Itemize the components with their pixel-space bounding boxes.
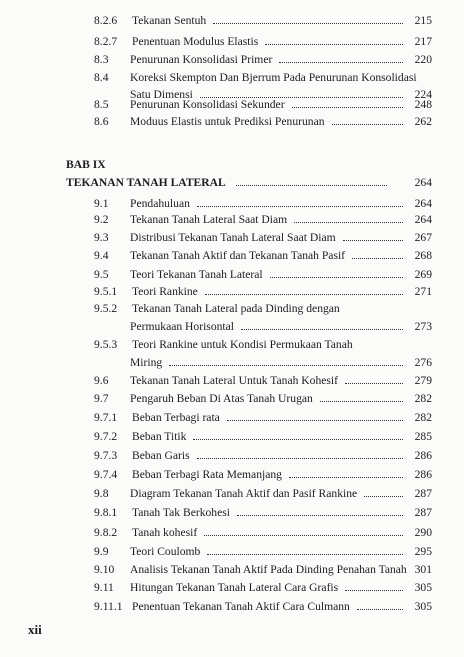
- page-number: 276: [414, 356, 432, 369]
- toc-entry: [0, 285, 464, 299]
- page-number: 264: [414, 213, 432, 226]
- section-title-continued: Miring: [130, 356, 163, 369]
- section-title: Tekanan Tanah Lateral Untuk Tanah Kohesif: [130, 374, 339, 387]
- dot-leader: [237, 506, 403, 516]
- section-number: 9.7.1: [94, 411, 118, 424]
- section-title: Beban Terbagi rata: [132, 411, 220, 424]
- section-number: 9.7: [94, 392, 109, 405]
- dot-leader: [207, 545, 403, 555]
- chapter-heading: BAB IX: [66, 158, 106, 171]
- section-title: Teori Rankine: [132, 285, 198, 298]
- toc-entry: [0, 506, 464, 520]
- section-number: 9.4: [94, 249, 109, 262]
- section-number: 9.10: [94, 563, 115, 576]
- section-title: Tekanan Sentuh: [132, 14, 207, 27]
- page-number: 262: [414, 115, 432, 128]
- dot-leader: [200, 88, 403, 98]
- section-title: Penentuan Tekanan Tanah Aktif Cara Culmann: [132, 600, 350, 613]
- section-title: Teori Rankine untuk Kondisi Permukaan Tanah: [132, 338, 353, 351]
- toc-entry: [0, 302, 464, 333]
- section-number: 8.6: [94, 115, 109, 128]
- toc-entry: [0, 197, 464, 211]
- dot-leader: [169, 356, 403, 366]
- toc-entry: [0, 115, 464, 129]
- toc-entry: [0, 268, 464, 282]
- toc-entry: [0, 35, 464, 49]
- dot-leader: [320, 392, 403, 402]
- section-number: 9.8.2: [94, 526, 118, 539]
- section-number: 9.5: [94, 268, 109, 281]
- page-number: 290: [414, 526, 432, 539]
- page-number: 273: [414, 320, 432, 333]
- section-number: 9.7.4: [94, 468, 118, 481]
- section-title: Tekanan Tanah Aktif dan Tekanan Tanah Pasif: [130, 249, 346, 262]
- dot-leader: [213, 14, 403, 24]
- dot-leader: [236, 176, 387, 186]
- toc-entry: [0, 71, 464, 101]
- page-number: 269: [414, 268, 432, 281]
- toc-entry: [0, 249, 464, 263]
- toc-entry: [0, 213, 464, 227]
- page-number: 279: [414, 374, 432, 387]
- section-number: 9.8: [94, 487, 109, 500]
- section-title: Diagram Tekanan Tanah Aktif dan Pasif Rankine: [130, 487, 358, 500]
- dot-leader: [357, 600, 403, 610]
- dot-leader: [345, 374, 403, 384]
- toc-entry: [0, 430, 464, 444]
- section-number: 8.2.7: [94, 35, 118, 48]
- page-number: 282: [414, 392, 432, 405]
- toc-entry: [0, 374, 464, 388]
- dot-leader: [292, 98, 403, 108]
- toc-entry: [0, 14, 464, 28]
- section-title-continued: Satu Dimensi: [130, 88, 193, 101]
- dot-leader: [193, 430, 403, 440]
- page-number-footer: xii: [28, 622, 42, 637]
- section-number: 9.5.2: [94, 302, 118, 315]
- section-number: 9.6: [94, 374, 109, 387]
- section-title: Tekanan Tanah Lateral Saat Diam: [130, 213, 288, 226]
- page-number: 220: [414, 53, 432, 66]
- section-title: Teori Tekanan Tanah Lateral: [130, 268, 263, 281]
- dot-leader: [241, 320, 403, 330]
- page-number: 215: [414, 14, 432, 27]
- toc-entry: [0, 338, 464, 369]
- page-number: 267: [414, 231, 432, 244]
- dot-leader: [345, 581, 403, 591]
- section-number: 8.3: [94, 53, 109, 66]
- section-title: Distribusi Tekanan Tanah Lateral Saat Diam: [130, 231, 336, 244]
- toc-heading: [0, 158, 464, 172]
- page-number: 286: [414, 449, 432, 462]
- section-number: 9.5.3: [94, 338, 118, 351]
- section-number: 9.5.1: [94, 285, 118, 298]
- section-number: 9.9: [94, 545, 109, 558]
- section-title: Moduus Elastis untuk Prediksi Penurunan: [130, 115, 325, 128]
- toc-entry: [0, 526, 464, 540]
- page-number: 287: [414, 487, 432, 500]
- section-number: 9.7.2: [94, 430, 118, 443]
- section-title: Tanah Tak Berkohesi: [132, 506, 230, 519]
- page-number: 287: [414, 506, 432, 519]
- section-title-continued: Permukaan Horisontal: [130, 320, 234, 333]
- page-number: 305: [414, 600, 432, 613]
- toc-entry: [0, 468, 464, 482]
- section-title: Tanah kohesif: [132, 526, 198, 539]
- page-number: 286: [414, 468, 432, 481]
- section-title: Hitungan Tekanan Tanah Lateral Cara Grafis: [130, 581, 339, 594]
- section-title: Pendahuluan: [130, 197, 190, 210]
- section-title: Penurunan Konsolidasi Sekunder: [130, 98, 285, 111]
- page-number: 217: [414, 35, 432, 48]
- toc-entry: [0, 53, 464, 67]
- section-number: 9.3: [94, 231, 109, 244]
- page-number: 285: [414, 430, 432, 443]
- page-number: 301: [414, 563, 432, 576]
- section-number: 8.2.6: [94, 14, 118, 27]
- section-title: Teori Coulomb: [130, 545, 201, 558]
- dot-leader: [197, 449, 403, 459]
- toc-entry: [0, 487, 464, 501]
- toc-entry: [0, 449, 464, 463]
- page-number: 264: [414, 197, 432, 210]
- dot-leader: [343, 231, 403, 241]
- page-number: 305: [414, 581, 432, 594]
- dot-leader: [279, 53, 403, 63]
- section-title: Penentuan Modulus Elastis: [132, 35, 259, 48]
- section-title: Koreksi Skempton Dan Bjerrum Pada Penurunan Konsolidasi: [130, 71, 417, 84]
- dot-leader: [294, 213, 403, 223]
- section-title: Analisis Tekanan Tanah Aktif Pada Dinding Penahan Tanah: [130, 563, 407, 576]
- section-number: 9.2: [94, 213, 109, 226]
- dot-leader: [205, 285, 403, 295]
- page-number: 264: [414, 176, 432, 189]
- section-number: 9.1: [94, 197, 109, 210]
- section-title: Beban Titik: [132, 430, 187, 443]
- toc-entry: [0, 392, 464, 406]
- page-number: 295: [414, 545, 432, 558]
- dot-leader: [352, 249, 403, 259]
- section-number: 8.4: [94, 71, 109, 84]
- toc-entry: [0, 545, 464, 559]
- page-number: 271: [414, 285, 432, 298]
- dot-leader: [332, 115, 403, 125]
- section-number: 9.11.1: [94, 600, 123, 613]
- page-number: 248: [414, 98, 432, 111]
- section-title: Pengaruh Beban Di Atas Tanah Urugan: [130, 392, 313, 405]
- dot-leader: [289, 468, 403, 478]
- section-number: 9.8.1: [94, 506, 118, 519]
- toc-entry: [0, 581, 464, 595]
- section-number: 9.11: [94, 581, 114, 594]
- section-title: Beban Terbagi Rata Memanjang: [132, 468, 282, 481]
- page-number: 282: [414, 411, 432, 424]
- dot-leader: [204, 526, 403, 536]
- dot-leader: [197, 197, 403, 207]
- toc-entry: [0, 231, 464, 245]
- section-title: Tekanan Tanah Lateral pada Dinding dengan: [132, 302, 340, 315]
- toc-entry: [0, 98, 464, 112]
- dot-leader: [265, 35, 403, 45]
- section-number: 9.7.3: [94, 449, 118, 462]
- toc-entry: [0, 563, 464, 577]
- toc-entry: [0, 411, 464, 425]
- section-number: 8.5: [94, 98, 109, 111]
- toc-heading: [0, 176, 464, 190]
- dot-leader: [364, 487, 403, 497]
- page-number: 268: [414, 249, 432, 262]
- toc-entry: [0, 600, 464, 614]
- section-title: Penurunan Konsolidasi Primer: [130, 53, 273, 66]
- dot-leader: [227, 411, 403, 421]
- page-number: 224: [414, 88, 432, 101]
- dot-leader: [270, 268, 403, 278]
- chapter-heading: TEKANAN TANAH LATERAL: [66, 176, 226, 189]
- section-title: Beban Garis: [132, 449, 190, 462]
